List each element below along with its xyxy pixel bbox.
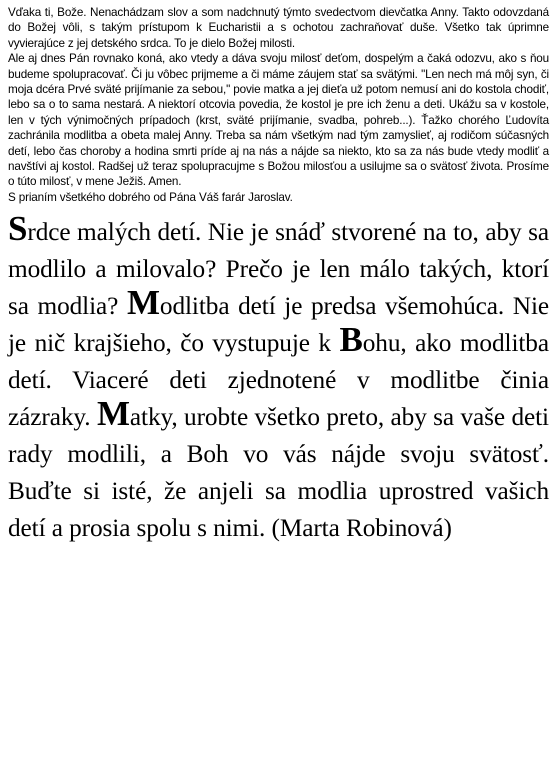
letter-paragraph-1: Vďaka ti, Bože. Nenachádzam slov a som nadchnutý týmto svedectvom dievčatka Anny. Takto odovzdaná do Božej vôli, s takým prístupom k Eucharistii a s ochotou zachraňovať duše. Všetko tak úprimne vyvierajúce z jej detského srdca. To je dielo Božej milosti. xyxy=(8,6,549,50)
quote-dropcap: S xyxy=(8,209,28,249)
letter-paragraph-2: Ale aj dnes Pán rovnako koná, ako vtedy a dáva svoju milosť deťom, dospelým a čaká odozvu, ako s ňou budeme spolupracovať. Či ju vôbec prijmeme a či máme záujem stať sa svätými. "Len nech má môj syn, či moja dcéra Prvé sväté prijímanie za sebou," povie matka a jej dieťa už potom nemusí ani do kostola chodiť, lebo sa o to sama nestará. A niektorí otcovia povedia, že kostol je pre ich ženu a deti. Ukážu sa v kostole, len v tých výnimočných prípadoch (krst, sväté prijímanie, svadba, pohreb...). Ťažko chorého Ľudovíta zachránila modlitba a obeta malej Anny. Treba sa nám všetkým nad tým zamyslieť, aj rodičom súčasných detí, lebo čas choroby a hodina smrti príde aj na nás a nájde sa niekto, kto sa za nás bude vtedy modliť a navštívi aj kostol. Radšej už teraz spolupracujme s Božou milosťou a usilujme sa o svätosť života. Prosíme o túto milosť, v mene Ježiš. Amen. xyxy=(8,52,549,189)
quote-text: atky, urobte všetko preto, aby sa vaše deti rady modlili, a Boh vo vás nájde svoju svätosť. Buďte si isté, že anjeli sa modlia uprostred vašich detí a prosia spolu s nimi. (Marta Robinová) xyxy=(8,402,549,542)
quote-text: ohu, ako modlitba detí. Viaceré deti zjednotené v modlitbe činia zázraky. xyxy=(8,329,549,431)
document-page xyxy=(8,5,549,546)
quote-text: rdce malých detí. Nie je snáď stvorené na to, aby sa modlilo a milovalo? Prečo je len málo takých, ktorí sa modlia? xyxy=(8,218,549,321)
quote-text: odlitba detí je predsa všemohúca. Nie je nič krajšieho, čo vystupuje k xyxy=(8,292,550,357)
quote-dropcap: M xyxy=(126,283,160,323)
quote-dropcap: B xyxy=(339,320,363,359)
pastor-letter xyxy=(8,5,549,205)
quote-dropcap: M xyxy=(96,393,130,433)
letter-signature: S prianím všetkého dobrého od Pána Váš farár Jaroslav. xyxy=(8,190,293,204)
quote-block xyxy=(8,209,550,546)
